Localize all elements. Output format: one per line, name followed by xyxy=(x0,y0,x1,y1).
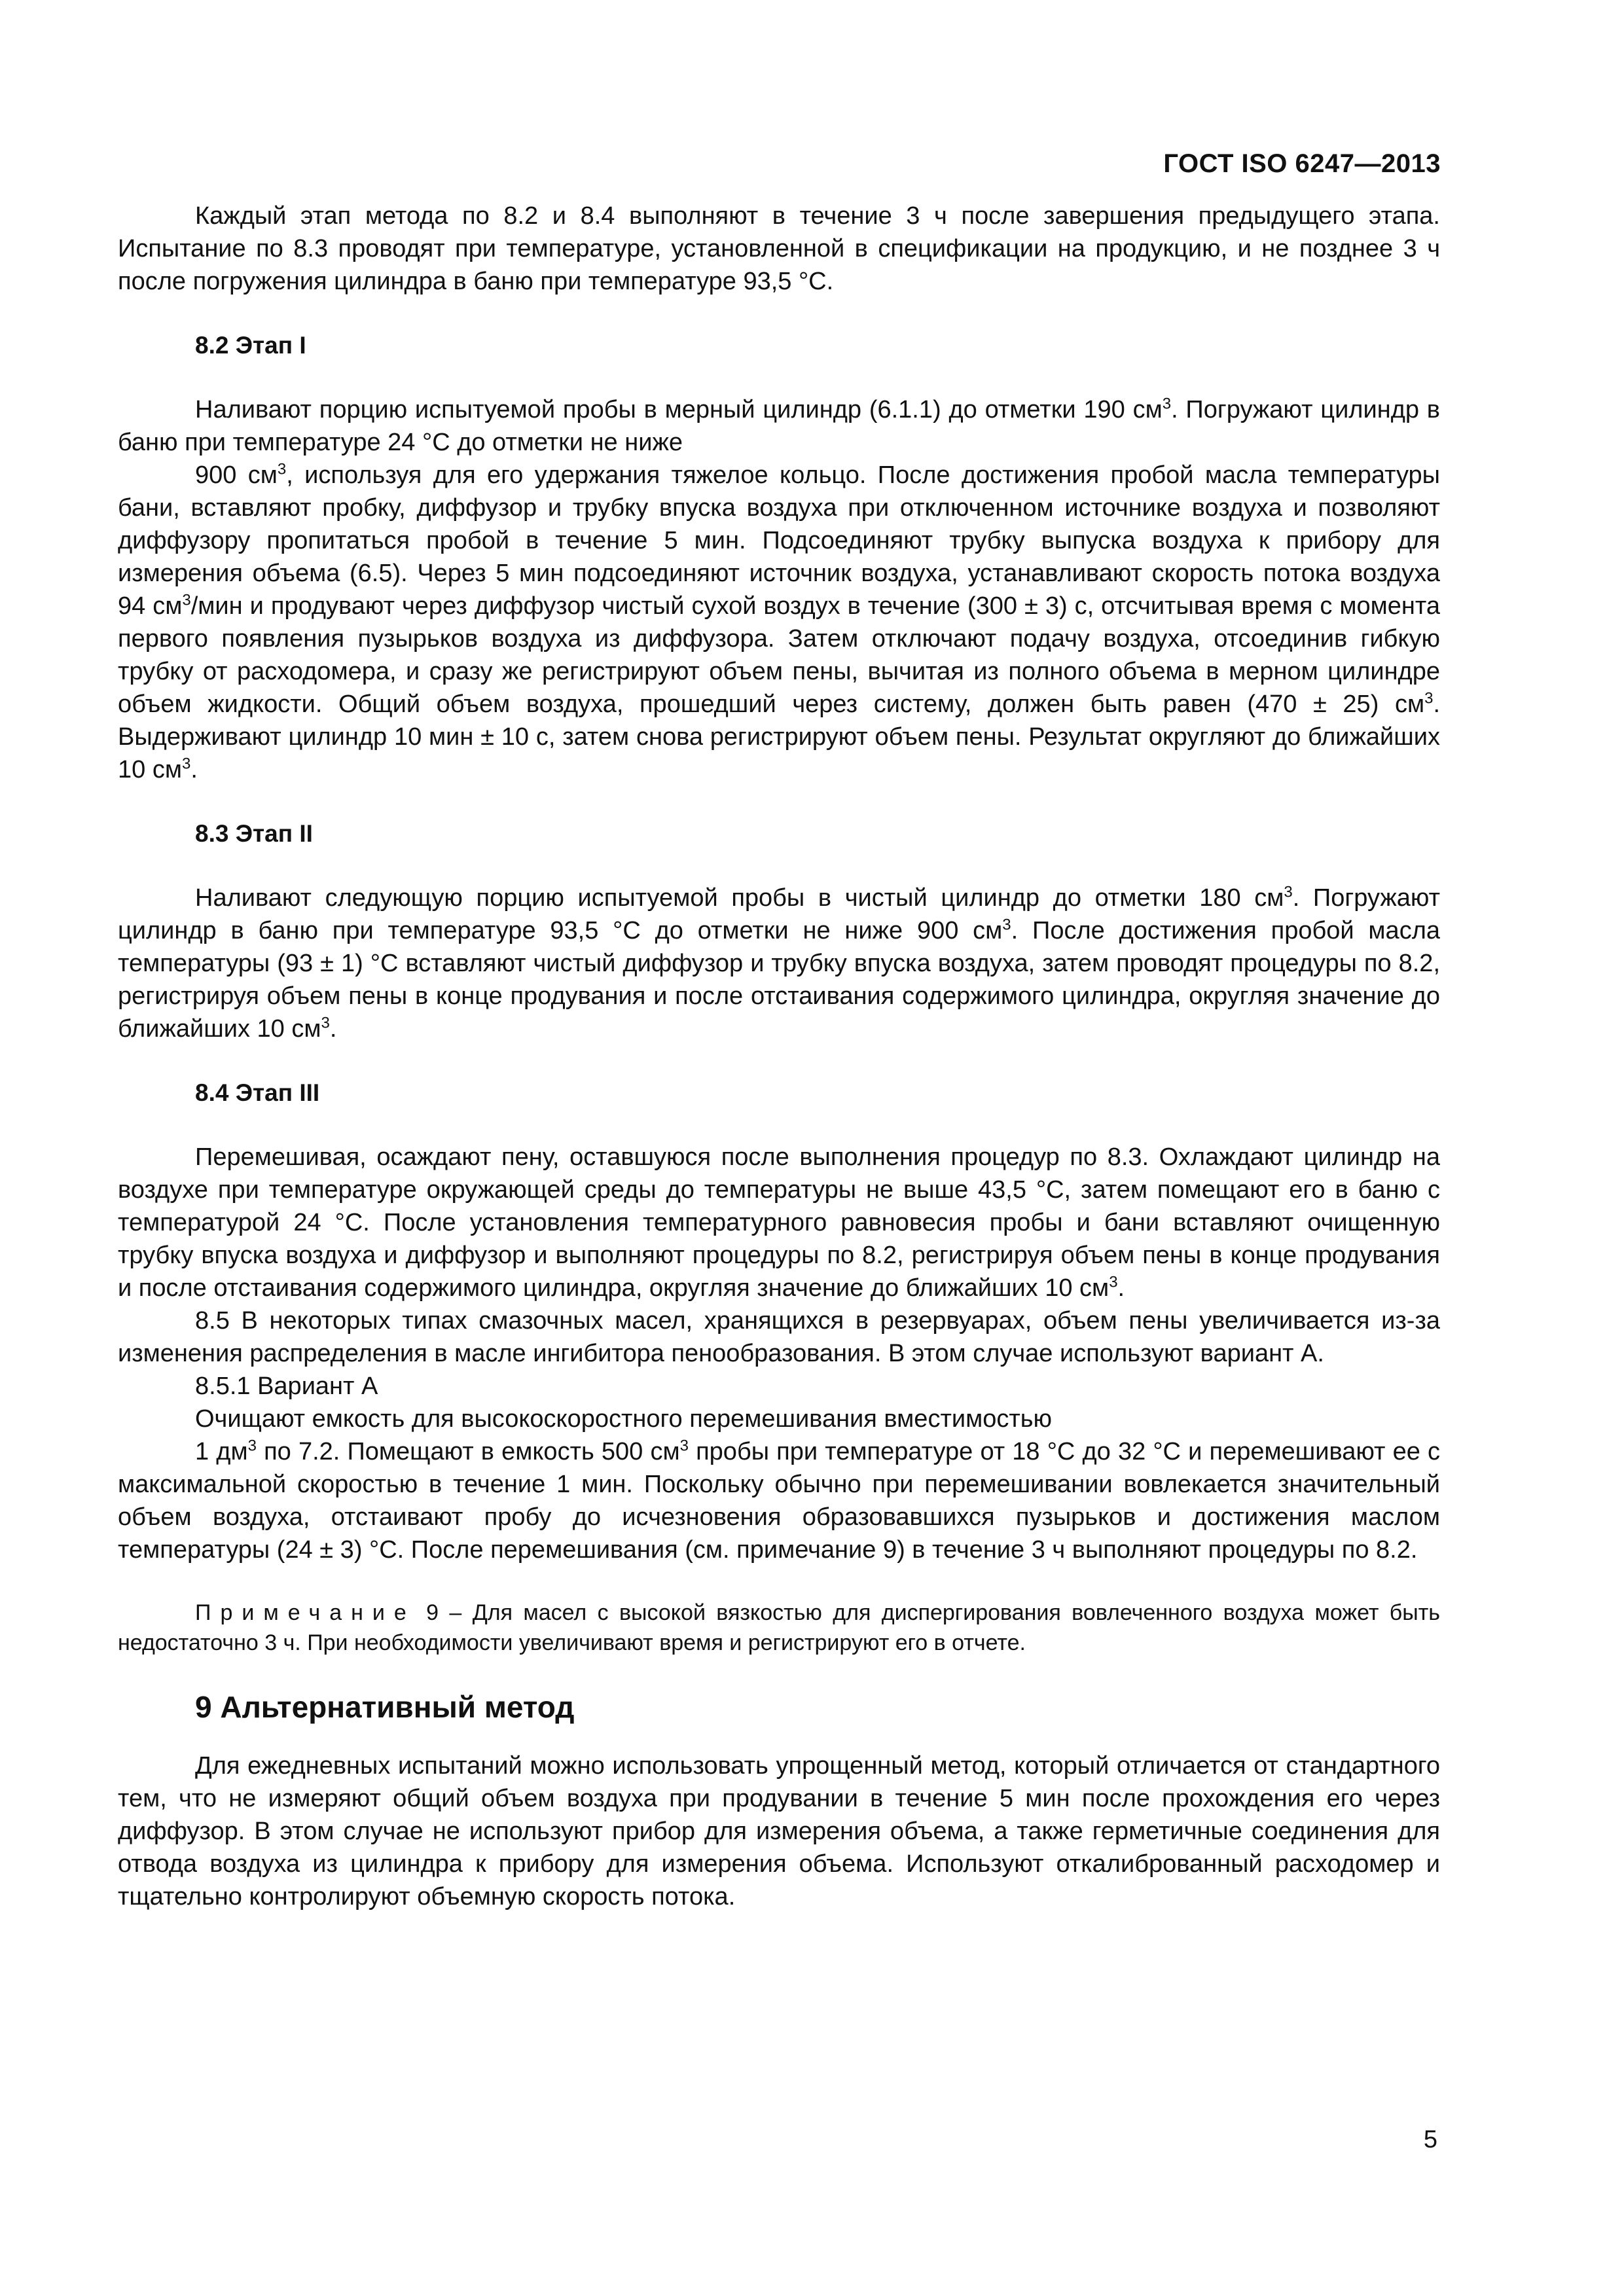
page-number: 5 xyxy=(1423,2126,1437,2153)
section-8-2-heading: 8.2 Этап I xyxy=(195,332,306,359)
note-label: Примечание xyxy=(195,1600,416,1625)
section-8-3-paragraph: Наливают следующую порцию испытуемой пробы в чистый цилиндр до отметки 180 $см^3$. Погружают цилиндр в баню при температуре 93,5 °С до отметки не ниже 900 $см^3$. После достижения пробой масла температуры (93 ± 1) °С вставляют чистый диффузор и трубку впуска воздуха, затем проводят процедуры по 8.2, регистрируя объем пены в конце продувания и после отстаивания содержимого цилиндра, округляя значение до ближайших 10 $см^3$. xyxy=(118,883,1440,1043)
intro-paragraph: Каждый этап метода по 8.2 и 8.4 выполняют в течение 3 ч после завершения предыдущего этапа. Испытание по 8.3 проводят при температуре, установленной в спецификации на продукцию, и не позднее 3 ч после погружения цилиндра в баню при температуре 93,5 °С. xyxy=(118,202,1440,295)
section-8-5-paragraph: 8.5 В некоторых типах смазочных масел, хранящихся в резервуарах, объем пены увеличивается из-за изменения распределения в масле ингибитора пенообразования. В этом случае используют вариант А. xyxy=(118,1307,1440,1367)
section-8-5-1-paragraph-1: Очищают емкость для высокоскоростного перемешивания вместимостью xyxy=(195,1405,1053,1433)
section-8-4-paragraph: Перемешивая, осаждают пену, оставшуюся после выполнения процедур по 8.3. Охлаждают цилиндр на воздухе при температуре окружающей среды до температуры не выше 43,5 °С, затем помещают его в баню с температурой 24 °С. После установления температурного равновесия пробы и бани вставляют очищенную трубку впуска воздуха и диффузор и выполняют процедуры по 8.2, регистрируя объем пены в конце продувания и после отстаивания содержимого цилиндра, округляя значение до ближайших 10 $см^3$. xyxy=(118,1143,1440,1302)
note-9 xyxy=(118,1598,1440,1658)
document-body xyxy=(118,200,1440,1913)
section-8-5-1-heading: 8.5.1 Вариант А xyxy=(195,1372,378,1400)
section-8-5-1-paragraph-2: 1 $дм^3$ по 7.2. Помещают в емкость 500 $см^3$ пробы при температуре от 18 °С до 32 °С и перемешивают ее с максимальной скоростью в течение 1 мин. Поскольку обычно при перемешивании вовлекается значительный объем воздуха, отстаивают пробу до исчезновения образовавшихся пузырьков и достижения маслом температуры (24 ± 3) °С. После перемешивания (см. примечание 9) в течение 3 ч выполняют процедуры по 8.2. xyxy=(118,1437,1440,1564)
section-9-heading: 9 Альтернативный метод xyxy=(195,1690,575,1724)
section-8-4-heading: 8.4 Этап III xyxy=(195,1079,320,1106)
section-8-2-paragraph-2: 900 $см^3$, используя для его удержания тяжелое кольцо. После достижения пробой масла температуры бани, вставляют пробку, диффузор и трубку впуска воздуха при отключенном источнике воздуха и позволяют диффузору пропитаться пробой в течение 5 мин. Подсоединяют трубку выпуска воздуха к прибору для измерения объема (6.5). Через 5 мин подсоединяют источник воздуха, устанавливают скорость потока воздуха 94 $см^3$/мин и продувают через диффузор чистый сухой воздух в течение (300 ± 3) с, отсчитывая время с момента первого появления пузырьков воздуха из диффузора. Затем отключают подачу воздуха, отсоединив гибкую трубку от расходомера, и сразу же регистрируют объем пены, вычитая из полного объема в мерном цилиндре объем жидкости. Общий объем воздуха, прошедший через систему, должен быть равен (470 ± 25) $см^3$. Выдерживают цилиндр 10 мин ± 10 с, затем снова регистрируют объем пены. Результат округляют до ближайших 10 $см^3$. xyxy=(118,460,1440,783)
section-9-paragraph: Для ежедневных испытаний можно использовать упрощенный метод, который отличается от стандартного тем, что не измеряют общий объем воздуха при продувании в течение 5 мин после прохождения его через диффузор. В этом случае не используют прибор для измерения объема, а также герметичные соединения для отвода воздуха из цилиндра к прибору для измерения объема. Используют откалиброванный расходомер и тщательно контролируют объемную скорость потока. xyxy=(118,1752,1440,1910)
section-8-3-heading: 8.3 Этап II xyxy=(195,820,313,847)
note-text: 9 – Для масел с высокой вязкостью для диспергирования вовлеченного воздуха может быть недостаточно 3 ч. При необходимости увеличивают время и регистрируют его в отчете. xyxy=(118,1600,1440,1655)
section-8-2-paragraph-1: Наливают порцию испытуемой пробы в мерный цилиндр (6.1.1) до отметки 190 $см^3$. Погружают цилиндр в баню при температуре 24 °С до отметки не ниже xyxy=(118,395,1440,456)
document-header: ГОСТ ISO 6247—2013 xyxy=(1163,149,1441,178)
